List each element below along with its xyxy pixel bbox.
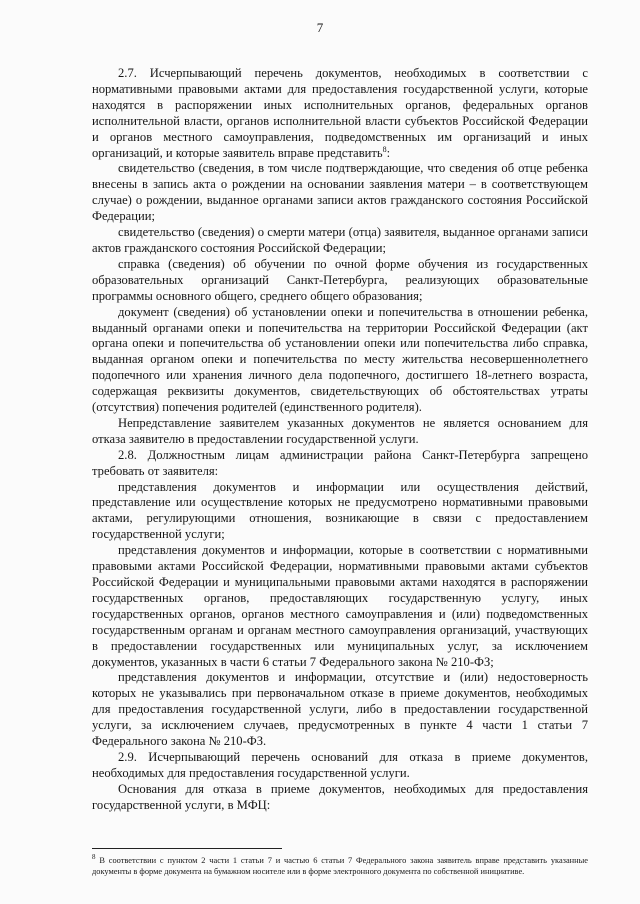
page-number: 7 [316, 20, 324, 35]
paragraph: документ (сведения) об установлении опеки и попечительства в отношении ребенка, выданный органами опеки и попечительства на территории Российской Федерации (акт органа опеки и попечительства об установлении опеки или попечительства либо справка, выданная органом опеки и попечительства по месту жительства несовершеннолетнего подопечного или хранения личного дела подопечного, достигшего 18-летнего возраста, содержащая реквизиты документов, свидетельствующих об обстоятельствах утраты (отсутствия) попечения родителей (единственного родителя). [92, 304, 588, 415]
footnote [92, 852, 588, 877]
footnote-marker: 8 [92, 853, 96, 861]
paragraph: Основания для отказа в приеме документов, необходимых для предоставления государственной услуги, в МФЦ: [92, 781, 588, 812]
paragraph: справка (сведения) об обучении по очной форме обучения из государственных образовательных организаций Санкт-Петербурга, реализующих образовательные программы основного общего, среднего общего образования; [92, 256, 588, 303]
paragraph-2-9: 2.9. Исчерпывающий перечень оснований для отказа в приеме документов, необходимых для предоставления государственной услуги. [92, 749, 588, 780]
footnote-text: В соответствии с пунктом 2 части 1 статьи 7 и частью 6 статьи 7 Федерального закона заявитель вправе представить указанные документы в форме документа на бумажном носителе или в форме электронного документа по собственной инициативе. [92, 855, 588, 876]
paragraph: свидетельство (сведения, в том числе подтверждающие, что сведения об отце ребенка внесены в запись акта о рождении на основании заявления матери – в соответствующем случае) о рождении, выданное органами записи актов гражданского состояния Российской Федерации; [92, 161, 588, 224]
footnote-reference: 8 [382, 144, 387, 154]
paragraph: представления документов и информации, которые в соответствии с нормативными правовыми актами Российской Федерации, нормативными правовыми актами субъектов Российской Федерации и муниципальными правовыми актами находятся в распоряжении государственных органов, предоставляющих государственную услугу, иных государственных органов, органов местного самоуправления и (или) подведомственных государственным органам и органам местного самоуправления организаций, участвующих в предоставлении государственных или муниципальных услуг, за исключением документов, указанных в части 6 статьи 7 Федерального закона № 210-ФЗ; [92, 543, 588, 669]
document-body [92, 66, 588, 814]
paragraph: представления документов и информации, отсутствие и (или) недостоверность которых не указывались при первоначальном отказе в приеме документов, необходимых для предоставления государственной услуги, либо в предоставлении государственной услуги, за исключением случаев, предусмотренных в пункте 4 части 1 статьи 7 Федерального закона № 210-ФЗ. [92, 670, 588, 749]
footnote-divider [92, 848, 282, 849]
paragraph: представления документов и информации или осуществления действий, представление или осуществление которых не предусмотрено нормативными правовыми актами, регулирующими отношения, возникающие в связи с предоставлением государственной услуги; [92, 479, 588, 542]
paragraph-text: 2.7. Исчерпывающий перечень документов, необходимых в соответствии с нормативными правовыми актами для предоставления государственной услуги, которые находятся в распоряжении иных исполнительных органов, федеральных органов исполнительной власти, органов исполнительной власти субъектов Российской Федерации и органов местного самоуправления, подведомственных им организаций и иных организаций, и которые заявитель вправе представить [92, 66, 588, 160]
paragraph-text-tail: : [386, 145, 391, 160]
paragraph-2-7 [92, 66, 588, 161]
paragraph-2-8: 2.8. Должностным лицам администрации района Санкт-Петербурга запрещено требовать от заявителя: [92, 447, 588, 478]
paragraph: свидетельство (сведения) о смерти матери (отца) заявителя, выданное органами записи актов гражданского состояния Российской Федерации; [92, 225, 588, 255]
paragraph: Непредставление заявителем указанных документов не является основанием для отказа заявителю в предоставлении государственной услуги. [92, 415, 588, 446]
